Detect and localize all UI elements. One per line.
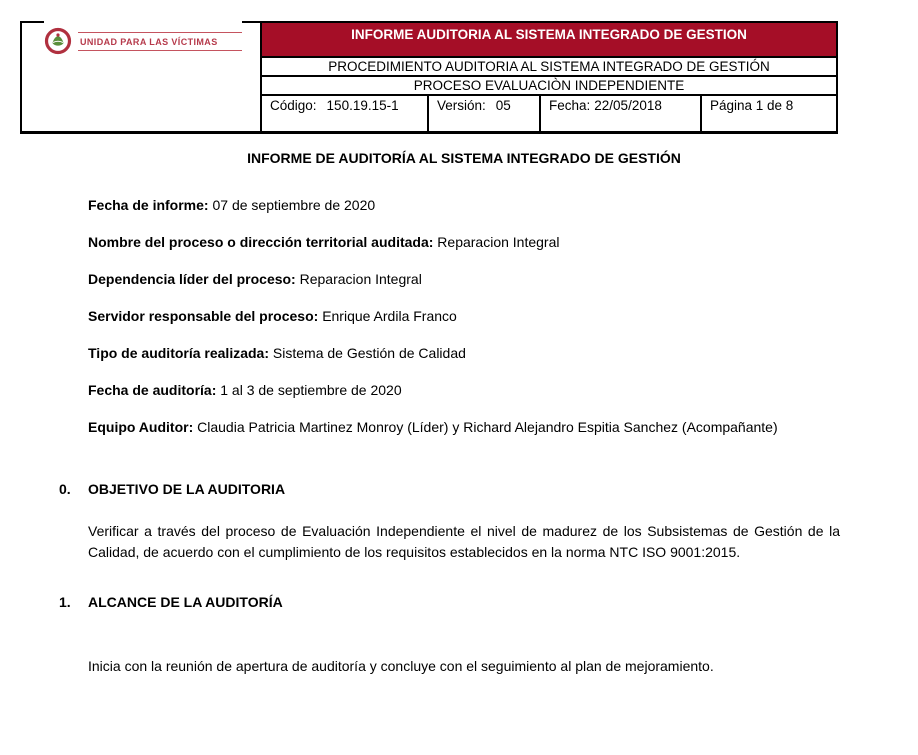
- field-label: Equipo Auditor:: [88, 419, 194, 435]
- section-title: OBJETIVO DE LA AUDITORIA: [88, 481, 286, 497]
- brand-emblem-icon: [44, 27, 72, 55]
- section-1-heading: [59, 592, 840, 613]
- header-table: [20, 21, 838, 134]
- field-equipo-auditor: [88, 417, 840, 438]
- field-label: Fecha de auditoría:: [88, 382, 217, 398]
- field-value: Reparacion Integral: [437, 234, 560, 250]
- brand-rules: [78, 32, 242, 51]
- version-label: Versión:: [437, 98, 486, 113]
- field-fecha-auditoria: [88, 380, 840, 401]
- logo: [44, 13, 242, 69]
- field-dependencia-lider: [88, 269, 840, 290]
- field-fecha-informe: [88, 195, 840, 216]
- field-value: Claudia Patricia Martinez Monroy (Líder) y Richard Alejandro Espitia Sanchez (Acompañante): [197, 419, 778, 435]
- field-label: Nombre del proceso o dirección territorial auditada:: [88, 234, 434, 250]
- field-tipo-auditoria: [88, 343, 840, 364]
- section-number: 1.: [59, 594, 71, 610]
- header-right-cells: [262, 23, 836, 131]
- field-servidor-responsable: [88, 306, 840, 327]
- field-label: Fecha de informe:: [88, 197, 209, 213]
- field-value: Reparacion Integral: [299, 271, 422, 287]
- pagina-value: Página 1 de 8: [710, 98, 794, 113]
- codigo-value: 150.19.15-1: [326, 98, 399, 113]
- field-label: Dependencia líder del proceso:: [88, 271, 296, 287]
- procedure-title: PROCEDIMIENTO AUDITORIA AL SISTEMA INTEGRADO DE GESTIÓN: [262, 58, 836, 77]
- brand-name: UNIDAD PARA LAS VÍCTIMAS: [80, 36, 218, 47]
- section-title: ALCANCE DE LA AUDITORÍA: [88, 594, 283, 610]
- logo-cell: [22, 23, 262, 131]
- document-body: [59, 150, 840, 677]
- process-title: PROCESO EVALUACIÒN INDEPENDIENTE: [262, 77, 836, 96]
- codigo-cell: [262, 96, 429, 131]
- field-label: Tipo de auditoría realizada:: [88, 345, 270, 361]
- field-value: 07 de septiembre de 2020: [212, 197, 376, 213]
- codigo-label: Código:: [270, 98, 317, 113]
- section-0-heading: [59, 479, 840, 500]
- field-label: Servidor responsable del proceso:: [88, 308, 319, 324]
- field-nombre-proceso: [88, 232, 840, 253]
- fecha-value: 22/05/2018: [594, 98, 662, 113]
- section-0-paragraph: Verificar a través del proceso de Evaluación Independiente el nivel de madurez de los Subsistemas de Gestión de la Calidad, de acuerdo con el cumplimiento de los requisitos establecidos en la norma NTC ISO 9001:2015.: [88, 523, 840, 560]
- banner-title: INFORME AUDITORIA AL SISTEMA INTEGRADO DE GESTION: [262, 23, 836, 58]
- version-value: 05: [495, 98, 511, 113]
- version-cell: [429, 96, 541, 131]
- fecha-label: Fecha:: [549, 98, 591, 113]
- field-value: 1 al 3 de septiembre de 2020: [220, 382, 402, 398]
- meta-row: [262, 96, 836, 131]
- field-value: Enrique Ardila Franco: [322, 308, 457, 324]
- pagina-cell: [702, 96, 836, 131]
- section-1-paragraph: Inicia con la reunión de apertura de auditoría y concluye con el seguimiento al plan de mejoramiento.: [88, 658, 714, 674]
- page-title: INFORME DE AUDITORÍA AL SISTEMA INTEGRADO DE GESTIÓN: [247, 150, 681, 166]
- section-number: 0.: [59, 481, 71, 497]
- field-value: Sistema de Gestión de Calidad: [272, 345, 466, 361]
- fecha-cell: [541, 96, 702, 131]
